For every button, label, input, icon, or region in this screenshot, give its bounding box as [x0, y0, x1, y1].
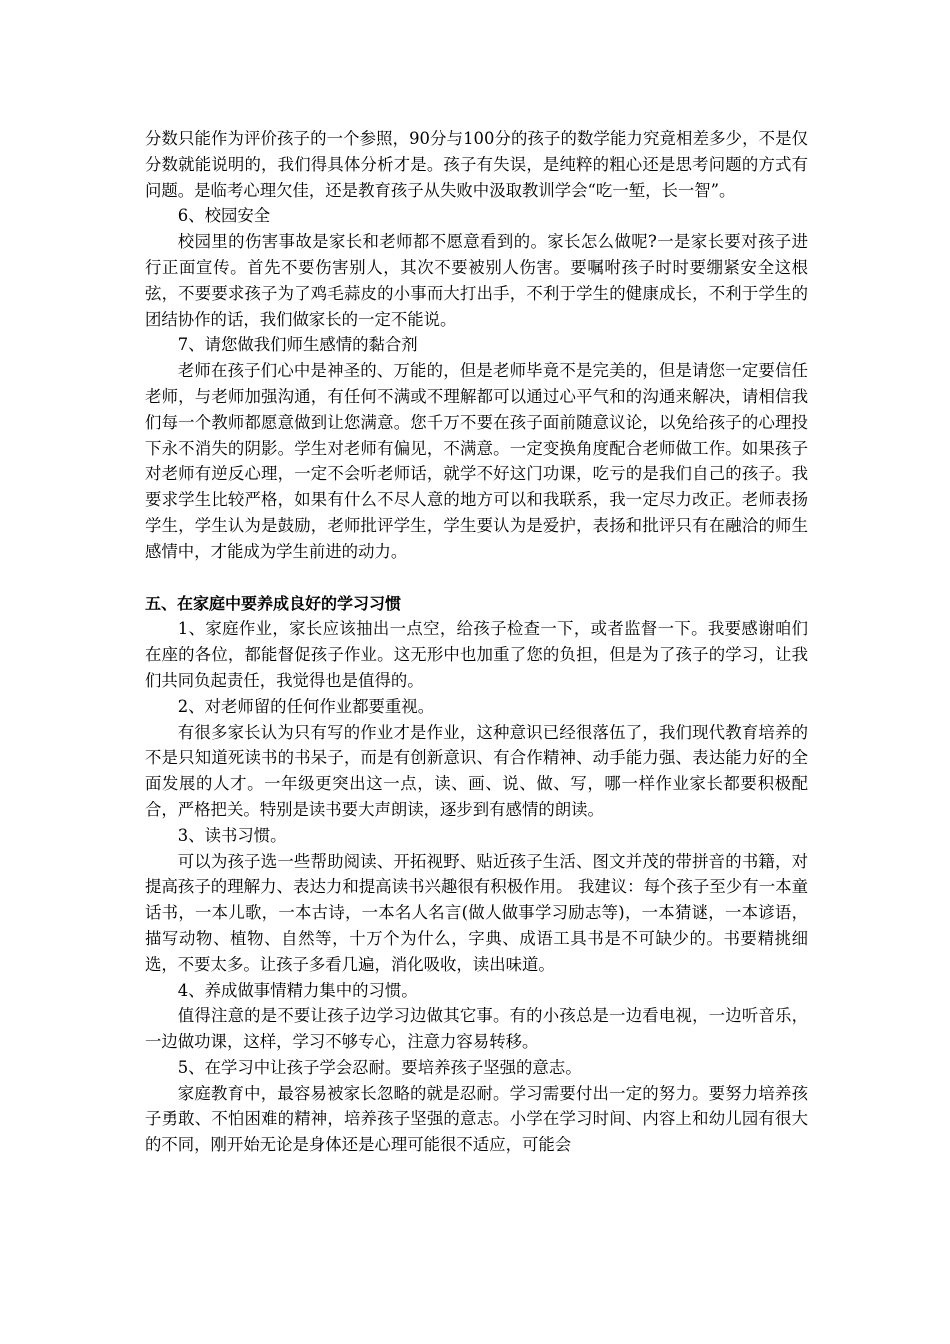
paragraph-concentration: 值得注意的是不要让孩子边学习边做其它事。有的小孩总是一边看电视，一边听音乐，一边做功课，这样，学习不够专心，注意力容易转移。	[145, 1006, 808, 1052]
item-value-all-homework: 2、对老师留的任何作业都要重视。	[177, 696, 435, 716]
paragraph-campus-safety: 校园里的伤害事故是家长和老师都不愿意看到的。家长怎么做呢?一是家长要对孩子进行正面宣传。首先不要伤害别人，其次不要被别人伤害。要嘱咐孩子时时要绷紧安全这根弦，不要要求孩子为了鸡毛蒜皮的小事而大打出手，不利于学生的健康成长，不利于学生的团结协作的话，我们做家长的一定不能说。	[145, 232, 808, 329]
paragraph-patience: 家庭教育中，最容易被家长忽略的就是忍耐。学习需要付出一定的努力。要努力培养孩子勇敢、不怕困难的精神，培养孩子坚强的意志。小学在学习时间、内容上和幼儿园有很大的不同，刚开始无论是身体还是心理可能很不适应，可能会	[145, 1083, 808, 1155]
item-concentration: 4、养成做事情精力集中的习惯。	[177, 980, 418, 1000]
paragraph-teacher-student-bond: 老师在孩子们心中是神圣的、万能的，但是老师毕竟不是完美的，但是请您一定要信任老师，与老师加强沟通，有任何不满或不理解都可以通过心平气和的沟通来解决，请相信我们每一个教师都愿意做到让您满意。您千万不要在孩子面前随意议论，以免给孩子的心理投下永不消失的阴影。学生对老师有偏见，不满意。一定变换角度配合老师做工作。如果孩子对老师有逆反心理，一定不会听老师话，就学不好这门功课，吃亏的是我们自己的孩子。我要求学生比较严格，如果有什么不尽人意的地方可以和我联系，我一定尽力改正。老师表扬学生，学生认为是鼓励，老师批评学生，学生要认为是爱护，表扬和批评只有在融洽的师生感情中，才能成为学生前进的动力。	[145, 361, 808, 561]
section-heading: 五、在家庭中要养成良好的学习习惯	[145, 593, 402, 613]
paragraph-score-reference: 分数只能作为评价孩子的一个参照，90分与100分的孩子的数学能力究竟相差多少，不是仅分数就能说明的，我们得具体分析才是。孩子有失误，是纯粹的粗心还是思考问题的方式有问题。是临考心理欠佳，还是教育孩子从失败中汲取教训学会“吃一堑，长一智”。	[145, 129, 808, 200]
document-page	[145, 126, 808, 1158]
item-campus-safety: 6、校园安全	[177, 206, 271, 226]
item-patience: 5、在学习中让孩子学会忍耐。要培养孩子坚强的意志。	[177, 1057, 582, 1077]
paragraph-reading-habit: 可以为孩子选一些帮助阅读、开拓视野、贴近孩子生活、图文并茂的带拼音的书籍，对提高孩子的理解力、表达力和提高读书兴趣很有积极作用。 我建议：每个孩子至少有一本童话书，一本儿歌，一本古诗，一本名人名言(做人做事学习励志等)，一本猜谜，一本谚语，描写动物、植物、自然等，十万个为什么，字典、成语工具书是不可缺少的。书要精挑细选，不要太多。让孩子多看几遍，消化吸收，读出味道。	[145, 851, 808, 974]
section-gap	[145, 565, 808, 591]
item-teacher-student-bond: 7、请您做我们师生感情的黏合剂	[177, 335, 418, 355]
paragraph-value-all-homework: 有很多家长认为只有写的作业才是作业，这种意识已经很落伍了，我们现代教育培养的不是只知道死读书的书呆子，而是有创新意识、有合作精神、动手能力强、表达能力好的全面发展的人才。一年级更突出这一点，读、画、说、做、写，哪一样作业家长都要积极配合，严格把关。特别是读书要大声朗读，逐步到有感情的朗读。	[145, 722, 808, 819]
item-reading-habit: 3、读书习惯。	[177, 825, 287, 845]
paragraph-homework: 1、家庭作业，家长应该抽出一点空，给孩子检查一下，或者监督一下。我要感谢咱们在座的各位，都能督促孩子作业。这无形中也加重了您的负担，但是为了孩子的学习，让我们共同负起责任，我觉得也是值得的。	[145, 619, 808, 690]
